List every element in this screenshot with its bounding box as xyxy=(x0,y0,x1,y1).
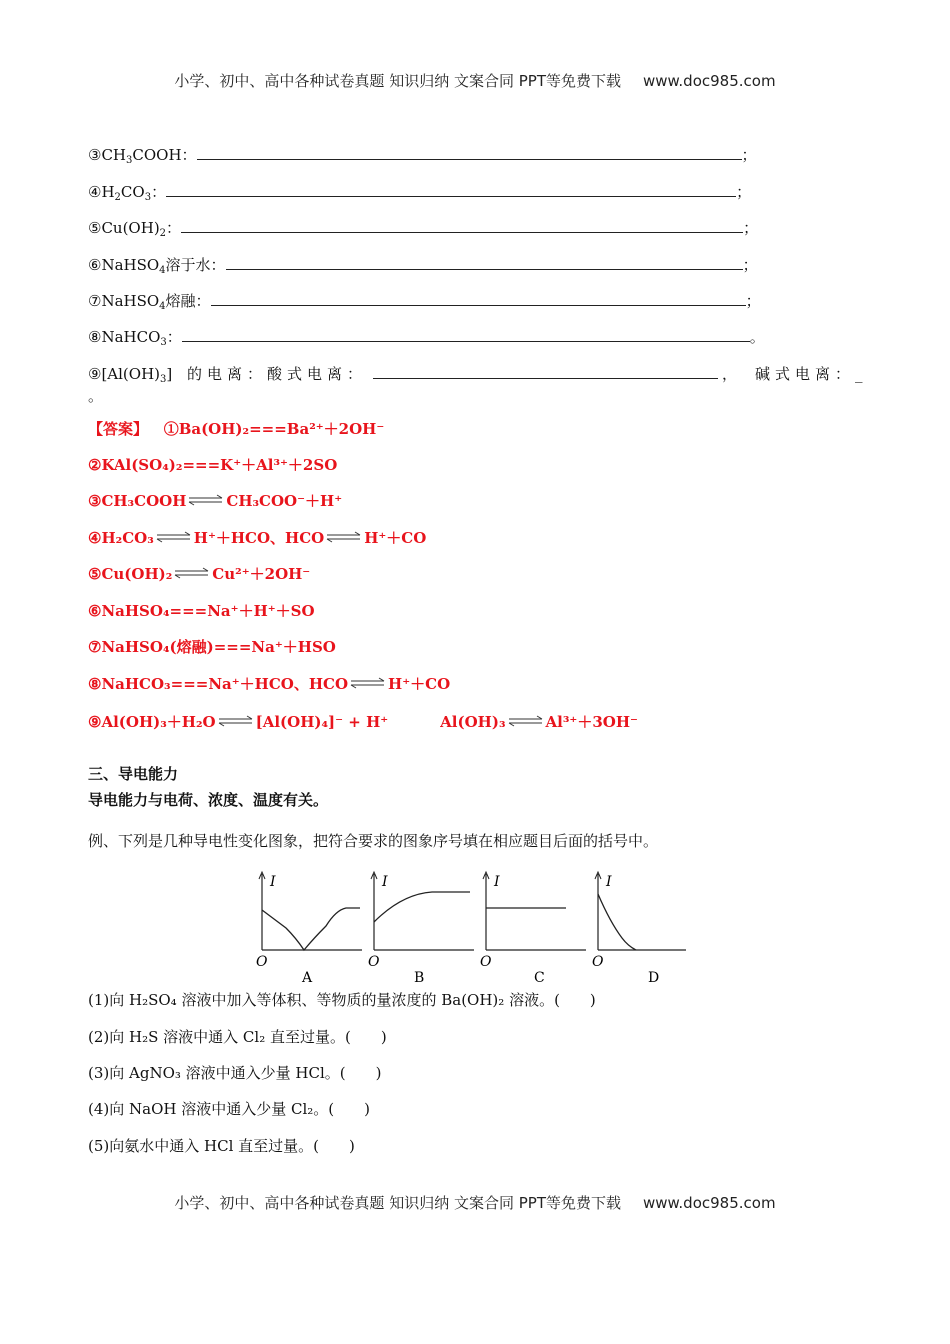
q6-text: 溶于水： xyxy=(165,256,226,274)
answer-6-text: ⑥NaHSO₄===Na⁺＋H⁺＋SO xyxy=(88,602,315,620)
section-title: 三、导电能力 xyxy=(88,765,179,783)
answer-3-right: CH₃COO⁻＋H⁺ xyxy=(226,492,343,510)
q9-acid-blank[interactable] xyxy=(373,364,718,379)
q4-sub3: 3 xyxy=(144,192,152,203)
answer-1-text: ①Ba(OH)₂===Ba²⁺＋2OH⁻ xyxy=(163,420,385,438)
q3-label: ③CH xyxy=(88,146,127,164)
graph-c-origin: O xyxy=(480,954,492,970)
graph-a-ylabel: I xyxy=(270,874,276,890)
q6-end: ； xyxy=(742,256,758,274)
answer-4-right: H⁺＋CO xyxy=(364,529,427,547)
q8-end: 。 xyxy=(749,328,765,346)
answer-1 xyxy=(88,418,384,440)
q7-text: 熔融： xyxy=(165,292,211,310)
q9-text: ] 的电离：酸式电离： xyxy=(166,365,368,383)
answer-9 xyxy=(88,711,638,733)
question-6 xyxy=(88,255,758,281)
q6-blank[interactable] xyxy=(226,255,743,270)
answer-3 xyxy=(88,490,342,512)
question-5 xyxy=(88,218,758,244)
graph-b-ylabel: I xyxy=(382,874,388,890)
q7-sub: 4 xyxy=(159,301,166,312)
answer-6 xyxy=(88,600,315,622)
q4-sub2: 2 xyxy=(114,192,121,203)
subquestion-2: (2)向 H₂S 溶液中通入 Cl₂ 直至过量。( ) xyxy=(88,1028,387,1046)
answer-5-right: Cu²⁺＋2OH⁻ xyxy=(212,565,311,583)
answer-7-text: ⑦NaHSO₄(熔融)===Na⁺＋HSO xyxy=(88,638,336,656)
reversible-arrow-icon xyxy=(506,714,546,728)
q3-sub: 3 xyxy=(126,155,133,166)
q9-end: 。 xyxy=(88,387,104,405)
q3-rest: COOH： xyxy=(132,146,197,164)
q3-end: ； xyxy=(741,146,757,164)
graph-b-label: B xyxy=(414,970,425,986)
q5-sub: 2 xyxy=(159,228,167,239)
answer-9-left2: Al(OH)₃ xyxy=(440,713,506,731)
reversible-arrow-icon xyxy=(216,714,256,728)
q4-end: ； xyxy=(736,183,752,201)
graph-c xyxy=(480,872,586,986)
graph-a-label: A xyxy=(302,970,313,986)
q8-blank[interactable] xyxy=(182,327,750,342)
q4-label: ④H xyxy=(88,183,115,201)
conductivity-graphs xyxy=(250,866,700,988)
graph-a-origin: O xyxy=(256,954,268,970)
footer-url[interactable]: www.doc985.com xyxy=(642,1194,776,1212)
q5-blank[interactable] xyxy=(181,218,743,233)
q5-end: ； xyxy=(743,219,759,237)
question-8 xyxy=(88,327,765,353)
answer-5 xyxy=(88,563,310,585)
q4-blank[interactable] xyxy=(166,182,736,197)
q8-sub: 3 xyxy=(160,337,167,348)
answer-8-right: H⁺＋CO xyxy=(388,675,451,693)
reversible-arrow-icon xyxy=(154,530,194,544)
header-text: 小学、初中、高中各种试卷真题 知识归纳 文案合同 PPT等免费下载 xyxy=(174,72,621,90)
graph-d-origin: O xyxy=(592,954,604,970)
q4-colon: ： xyxy=(151,183,167,201)
q7-end: ； xyxy=(745,292,761,310)
section-subtitle: 导电能力与电荷、浓度、温度有关。 xyxy=(88,791,329,809)
graph-d-ylabel: I xyxy=(606,874,612,890)
graph-a xyxy=(256,872,362,986)
answer-2-text: ②KAl(SO₄)₂===K⁺＋Al³⁺＋2SO xyxy=(88,456,338,474)
q7-label: ⑦NaHSO xyxy=(88,292,160,310)
answer-9-left: ⑨Al(OH)₃＋H₂O xyxy=(88,713,216,731)
answer-3-left: ③CH₃COOH xyxy=(88,492,187,510)
q7-blank[interactable] xyxy=(211,291,746,306)
subquestion-1: (1)向 H₂SO₄ 溶液中加入等体积、等物质的量浓度的 Ba(OH)₂ 溶液。( ) xyxy=(88,991,596,1009)
answer-4 xyxy=(88,527,426,549)
graph-c-label: C xyxy=(534,970,545,986)
q5-label: ⑤Cu(OH) xyxy=(88,219,160,237)
answer-8 xyxy=(88,673,450,695)
answer-9-right2: Al³⁺＋3OH⁻ xyxy=(545,713,638,731)
page-footer xyxy=(0,1192,950,1213)
question-3 xyxy=(88,145,757,171)
q6-label: ⑥NaHSO xyxy=(88,256,160,274)
reversible-arrow-icon xyxy=(324,530,364,544)
q8-label: ⑧NaHCO xyxy=(88,328,161,346)
reversible-arrow-icon xyxy=(172,566,212,580)
answer-2 xyxy=(88,454,337,476)
question-4 xyxy=(88,182,751,208)
answer-4-left: ④H₂CO₃ xyxy=(88,529,154,547)
answer-7 xyxy=(88,636,336,658)
q9-sep: ， xyxy=(722,365,738,383)
q8-colon: ： xyxy=(166,328,182,346)
q4-mid: CO xyxy=(120,183,145,201)
page-header xyxy=(0,70,950,91)
answer-tag: 【答案】 xyxy=(88,420,149,438)
answer-4-mid: H⁺＋HCO、HCO xyxy=(193,529,325,547)
answer-8-left: ⑧NaHCO₃===Na⁺＋HCO、HCO xyxy=(88,675,349,693)
graph-b xyxy=(368,872,474,986)
subquestion-3: (3)向 AgNO₃ 溶液中通入少量 HCl。( ) xyxy=(88,1064,382,1082)
graph-c-ylabel: I xyxy=(494,874,500,890)
graph-d xyxy=(592,872,686,986)
q9-tail[interactable]: _ xyxy=(855,365,863,383)
header-url[interactable]: www.doc985.com xyxy=(642,72,776,90)
q9-label: ⑨[Al(OH) xyxy=(88,365,161,383)
question-9-end xyxy=(88,386,103,406)
footer-text: 小学、初中、高中各种试卷真题 知识归纳 文案合同 PPT等免费下载 xyxy=(174,1194,621,1212)
subquestion-4: (4)向 NaOH 溶液中通入少量 Cl₂。( ) xyxy=(88,1100,370,1118)
reversible-arrow-icon xyxy=(186,493,226,507)
q6-sub: 4 xyxy=(159,265,166,276)
question-9 xyxy=(88,364,863,390)
reversible-arrow-icon xyxy=(348,676,388,690)
graph-d-label: D xyxy=(648,970,660,986)
graph-b-origin: O xyxy=(368,954,380,970)
q3-blank[interactable] xyxy=(197,145,742,160)
q9-sub: 3 xyxy=(160,374,167,385)
answer-5-left: ⑤Cu(OH)₂ xyxy=(88,565,173,583)
q9-text2: 碱式电离： xyxy=(755,365,856,383)
answer-9-mid: [Al(OH)₄]⁻ + H⁺ xyxy=(255,713,389,731)
example-intro: 例、下列是几种导电性变化图象，把符合要求的图象序号填在相应题目后面的括号中。 xyxy=(88,832,659,850)
question-7 xyxy=(88,291,761,317)
q5-colon: ： xyxy=(166,219,182,237)
subquestion-5: (5)向氨水中通入 HCl 直至过量。( ) xyxy=(88,1137,355,1155)
